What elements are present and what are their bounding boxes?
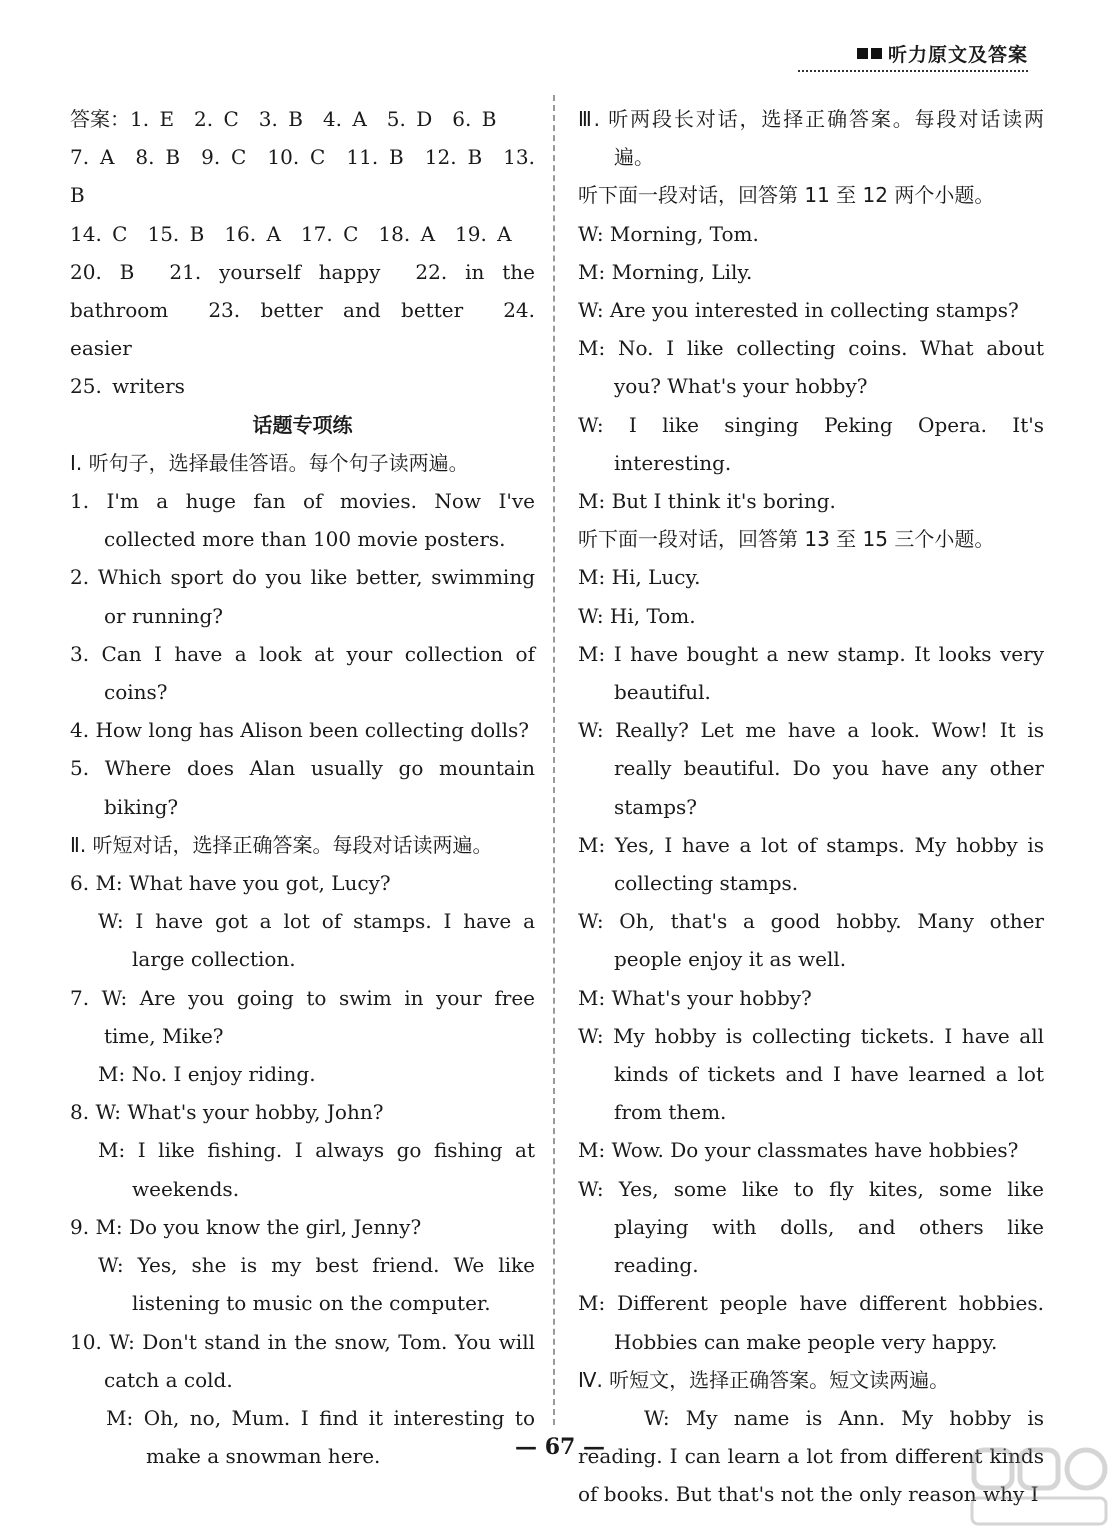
passage-text: W: My name is Ann. My hobby is reading. I can learn a lot from different kinds of books. But that's not the only reason why I xyxy=(578,1405,1044,1507)
dialog-line: M: I have bought a new stamp. It looks very beautiful. xyxy=(578,641,1044,705)
answer-line: 7. A 8. B 9. C 10. C 11. B 12. B 13. B xyxy=(70,145,535,208)
dialog-line: 9. M: Do you know the girl, Jenny? xyxy=(70,1214,422,1239)
dialog-line: W: Hi, Tom. xyxy=(578,603,696,628)
sentence-item: 3. Can I have a look at your collection of coins? xyxy=(70,641,535,705)
page-header xyxy=(857,40,1028,67)
header-rule xyxy=(798,70,1028,72)
column-divider xyxy=(553,95,555,1425)
dialog-line: W: My hobby is collecting tickets. I have all kinds of tickets and I have learned a lot from them. xyxy=(578,1023,1044,1125)
dialog-line: 6. M: What have you got, Lucy? xyxy=(70,871,391,896)
dialog-line: M: What's your hobby? xyxy=(578,985,812,1010)
header-title: 听力原文及答案 xyxy=(887,44,1028,66)
dialog-line: W: Are you interested in collecting stamps? xyxy=(578,298,1019,323)
dialog-line: M: No. I enjoy riding. xyxy=(98,1062,316,1087)
answer-line: 25. writers xyxy=(70,374,185,399)
section-heading-4: Ⅳ. 听短文，选择正确答案。短文读两遍。 xyxy=(578,1367,950,1392)
sentence-item: 5. Where does Alan usually go mountain biking? xyxy=(70,756,535,819)
section-heading-1: Ⅰ. 听句子，选择最佳答语。每个句子读两遍。 xyxy=(70,450,469,475)
dialog-line: M: Oh, no, Mum. I find it interesting to make a snowman here. xyxy=(106,1405,535,1469)
watermark-logo-icon xyxy=(964,1442,1114,1532)
dialog-line: W: Oh, that's a good hobby. Many other people enjoy it as well. xyxy=(578,909,1044,972)
dialog-line: 7. W: Are you going to swim in your free time, Mike? xyxy=(70,985,535,1048)
dialog-line: W: Yes, she is my best friend. We like listening to music on the computer. xyxy=(98,1253,535,1316)
dialog-line: M: Yes, I have a lot of stamps. My hobby is collecting stamps. xyxy=(578,832,1044,896)
dialog-line: W: Morning, Tom. xyxy=(578,221,759,246)
sentence-item: 2. Which sport do you like better, swimming or running? xyxy=(70,565,535,628)
answer-line: 20. B 21. yourself happy 22. in the bathroom 23. better and better 24. easier xyxy=(70,259,535,361)
dialog-line: M: But I think it's boring. xyxy=(578,489,836,514)
answer-line: 答案：1. E 2. C 3. B 4. A 5. D 6. B xyxy=(70,107,497,131)
section-heading-3: Ⅲ. 听两段长对话，选择正确答案。每段对话读两遍。 xyxy=(578,107,1044,170)
header-squares-icon xyxy=(857,48,882,59)
dialog-line: M: I like fishing. I always go fishing at weekends. xyxy=(98,1138,535,1201)
sentence-item: 4. How long has Alison been collecting dolls? xyxy=(70,718,529,743)
dialog-line: M: No. I like collecting coins. What about you? What's your hobby? xyxy=(578,336,1044,399)
dialog-line: M: Hi, Lucy. xyxy=(578,565,701,590)
dialog-intro: 听下面一段对话，回答第 11 至 12 两个小题。 xyxy=(578,183,995,208)
dialog-line: W: Really? Let me have a look. Wow! It is really beautiful. Do you have any other stamps? xyxy=(578,718,1044,819)
answer-line: 14. C 15. B 16. A 17. C 18. A 19. A xyxy=(70,221,512,246)
sentence-item: 1. I'm a huge fan of movies. Now I've collected more than 100 movie posters. xyxy=(70,489,535,552)
dialog-intro: 听下面一段对话，回答第 13 至 15 三个小题。 xyxy=(578,527,995,552)
section-title: 话题专项练 xyxy=(252,412,353,437)
left-column xyxy=(70,100,535,1475)
dialog-line: W: I like singing Peking Opera. It's interesting. xyxy=(578,412,1044,475)
dialog-line: M: Wow. Do your classmates have hobbies? xyxy=(578,1138,1019,1163)
right-column xyxy=(578,100,1044,1514)
dialog-line: W: Yes, some like to fly kites, some like playing with dolls, and others like reading. xyxy=(578,1176,1044,1278)
dialog-line: 10. W: Don't stand in the snow, Tom. You will catch a cold. xyxy=(70,1329,535,1392)
section-heading-2: Ⅱ. 听短对话，选择正确答案。每段对话读两遍。 xyxy=(70,832,493,857)
dialog-line: M: Different people have different hobbies. Hobbies can make people very happy. xyxy=(578,1291,1044,1354)
dialog-line: 8. W: What's your hobby, John? xyxy=(70,1100,384,1125)
dialog-line: W: I have got a lot of stamps. I have a large collection. xyxy=(98,909,535,972)
page-number: — 67 — xyxy=(515,1434,605,1460)
dialog-line: M: Morning, Lily. xyxy=(578,259,753,284)
